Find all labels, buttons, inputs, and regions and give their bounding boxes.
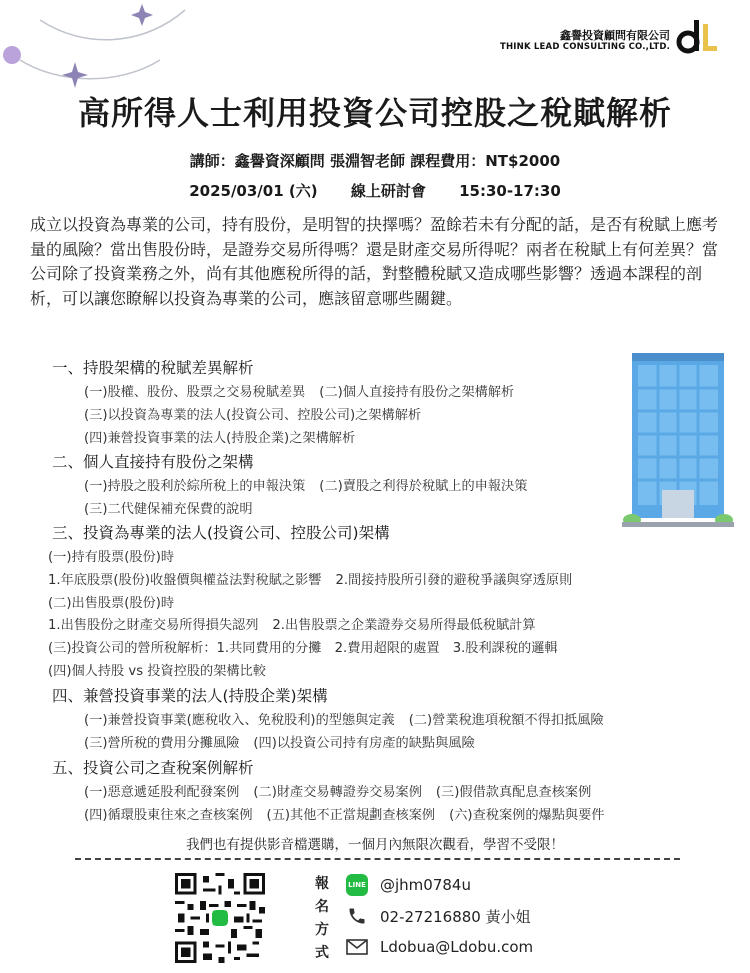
section-4-item-2: (二)營業稅進項稅額不得扣抵風險	[408, 713, 604, 728]
section-2-item-3: (三)二代健保補充保費的說明	[84, 502, 253, 517]
dashed-divider	[75, 858, 680, 860]
section-3-item-4: (四)個人持股 vs 投資控股的架構比較	[48, 664, 266, 679]
phone-number: 02-27216880 黃小姐	[380, 907, 531, 926]
section-5-line-2	[84, 804, 604, 823]
registration-label-char: 名	[315, 899, 329, 915]
section-3-item-3: (三)投資公司的營所稅解析：1.共同費用的分攤 2.費用超限的處置 3.股利課稅的邏輯	[48, 641, 558, 656]
qr-code[interactable]	[175, 873, 265, 963]
event-date: 2025/03/01 (六)	[189, 182, 318, 200]
section-5-item-2: (二)財產交易轉證券交易案例	[253, 785, 422, 800]
registration-label	[313, 873, 331, 965]
lecturer-fee-line: 講師：鑫譽資深顧問 張淵智老師 課程費用：NT$2000	[189, 152, 561, 170]
section-3-item-1: (一)持有股票(股份)時	[48, 550, 175, 565]
email-address: Ldobua@Ldobu.com	[380, 938, 534, 956]
section-3-sub-1: 1.年底股票(股份)收盤價與權益法對稅賦之影響	[48, 573, 322, 588]
section-5-heading: 五、投資公司之查稅案例解析	[52, 759, 254, 777]
section-3-line-2	[48, 569, 572, 588]
company-name-en: THINK LEAD CONSULTING CO.,LTD.	[500, 42, 670, 52]
company-logo-icon	[676, 18, 720, 54]
section-5-item-4: (四)循環股東往來之查核案例	[84, 808, 253, 823]
section-3-sub-2: 2.間接持股所引發的避稅爭議與穿透原則	[335, 573, 573, 588]
contact-email[interactable]	[346, 936, 533, 958]
decorative-stars	[0, 0, 200, 90]
section-1-line-1	[84, 381, 514, 400]
contact-line[interactable]	[346, 874, 471, 896]
section-4-item-3: (三)營所稅的費用分攤風險	[84, 736, 240, 751]
section-2-line-1	[84, 475, 527, 494]
section-1-item-3: (三)以投資為專業的法人(投資公司、控股公司)之架構解析	[84, 408, 422, 423]
section-4-item-1: (一)兼營投資事業(應稅收入、免稅股利)的型態與定義	[84, 713, 395, 728]
section-5-line-1	[84, 781, 591, 800]
section-4-item-4: (四)以投資公司持有房產的缺點與風險	[253, 736, 475, 751]
section-1-heading: 一、持股架構的稅賦差異解析	[52, 359, 254, 377]
section-3-item-2: (二)出售股票(股份)時	[48, 596, 175, 611]
section-5-item-5: (五)其他不正當規劃查核案例	[266, 808, 436, 823]
phone-icon	[346, 905, 368, 927]
section-2-heading: 二、個人直接持有股份之架構	[52, 453, 254, 471]
event-format: 線上研討會	[350, 182, 426, 200]
page-title: 高所得人士利用投資公司控股之稅賦解析	[77, 94, 672, 132]
section-1-item-2: (二)個人直接持有股份之架構解析	[319, 385, 515, 400]
section-1-item-1: (一)股權、股份、股票之交易稅賦差異	[84, 385, 306, 400]
registration-label-char: 式	[315, 945, 329, 961]
section-4-line-2	[84, 732, 475, 751]
section-3-sub-3: 1.出售股份之財產交易所得損失認列	[48, 618, 259, 633]
line-id: @jhm0784u	[380, 876, 471, 894]
registration-label-char: 方	[315, 922, 329, 938]
schedule-line	[0, 180, 750, 201]
section-4-line-1	[84, 709, 604, 728]
footer-note: 我們也有提供影音檔選購，一個月內無限次觀看，學習不受限！	[186, 837, 564, 853]
section-2-item-1: (一)持股之股利於綜所稅上的申報決策	[84, 479, 306, 494]
office-building-illustration	[622, 350, 734, 528]
section-5-item-6: (六)查稅案例的爆點與要件	[449, 808, 605, 823]
section-3-heading: 三、投資為專業的法人(投資公司、控股公司)架構	[52, 524, 390, 542]
section-3-line-4	[48, 614, 536, 633]
line-badge-text: LINE	[346, 874, 368, 896]
event-time: 15:30-17:30	[459, 182, 561, 200]
section-3-sub-4: 2.出售股票之企業證券交易所得最低稅賦計算	[272, 618, 536, 633]
registration-label-char: 報	[315, 876, 329, 892]
section-5-item-1: (一)惡意遞延股利配發案例	[84, 785, 240, 800]
mail-icon	[346, 936, 368, 958]
section-2-item-2: (二)賣股之利得於稅賦上的申報決策	[319, 479, 528, 494]
contact-phone[interactable]	[346, 905, 531, 927]
intro-paragraph: 成立以投資為專業的公司，持有股份，是明智的抉擇嗎？盈餘若未有分配的話，是否有稅賦上應考量的風險？當出售股份時，是證券交易所得嗎？還是財產交易所得呢？兩者在稅賦上有何差異？當公司除了投資業務之外，尚有其他應稅所得的話，對整體稅賦又造成哪些影響？透過本課程的剖析，可以讓您瞭解以投資為專業的公司，應該留意哪些關鍵。	[30, 215, 719, 308]
line-app-icon	[346, 874, 368, 896]
company-name-cn: 鑫譽投資顧問有限公司	[560, 29, 670, 42]
section-5-item-3: (三)假借款真配息查核案例	[435, 785, 592, 800]
section-1-item-4: (四)兼營投資事業的法人(持股企業)之架構解析	[84, 431, 356, 446]
section-4-heading: 四、兼營投資事業的法人(持股企業)架構	[52, 687, 328, 705]
